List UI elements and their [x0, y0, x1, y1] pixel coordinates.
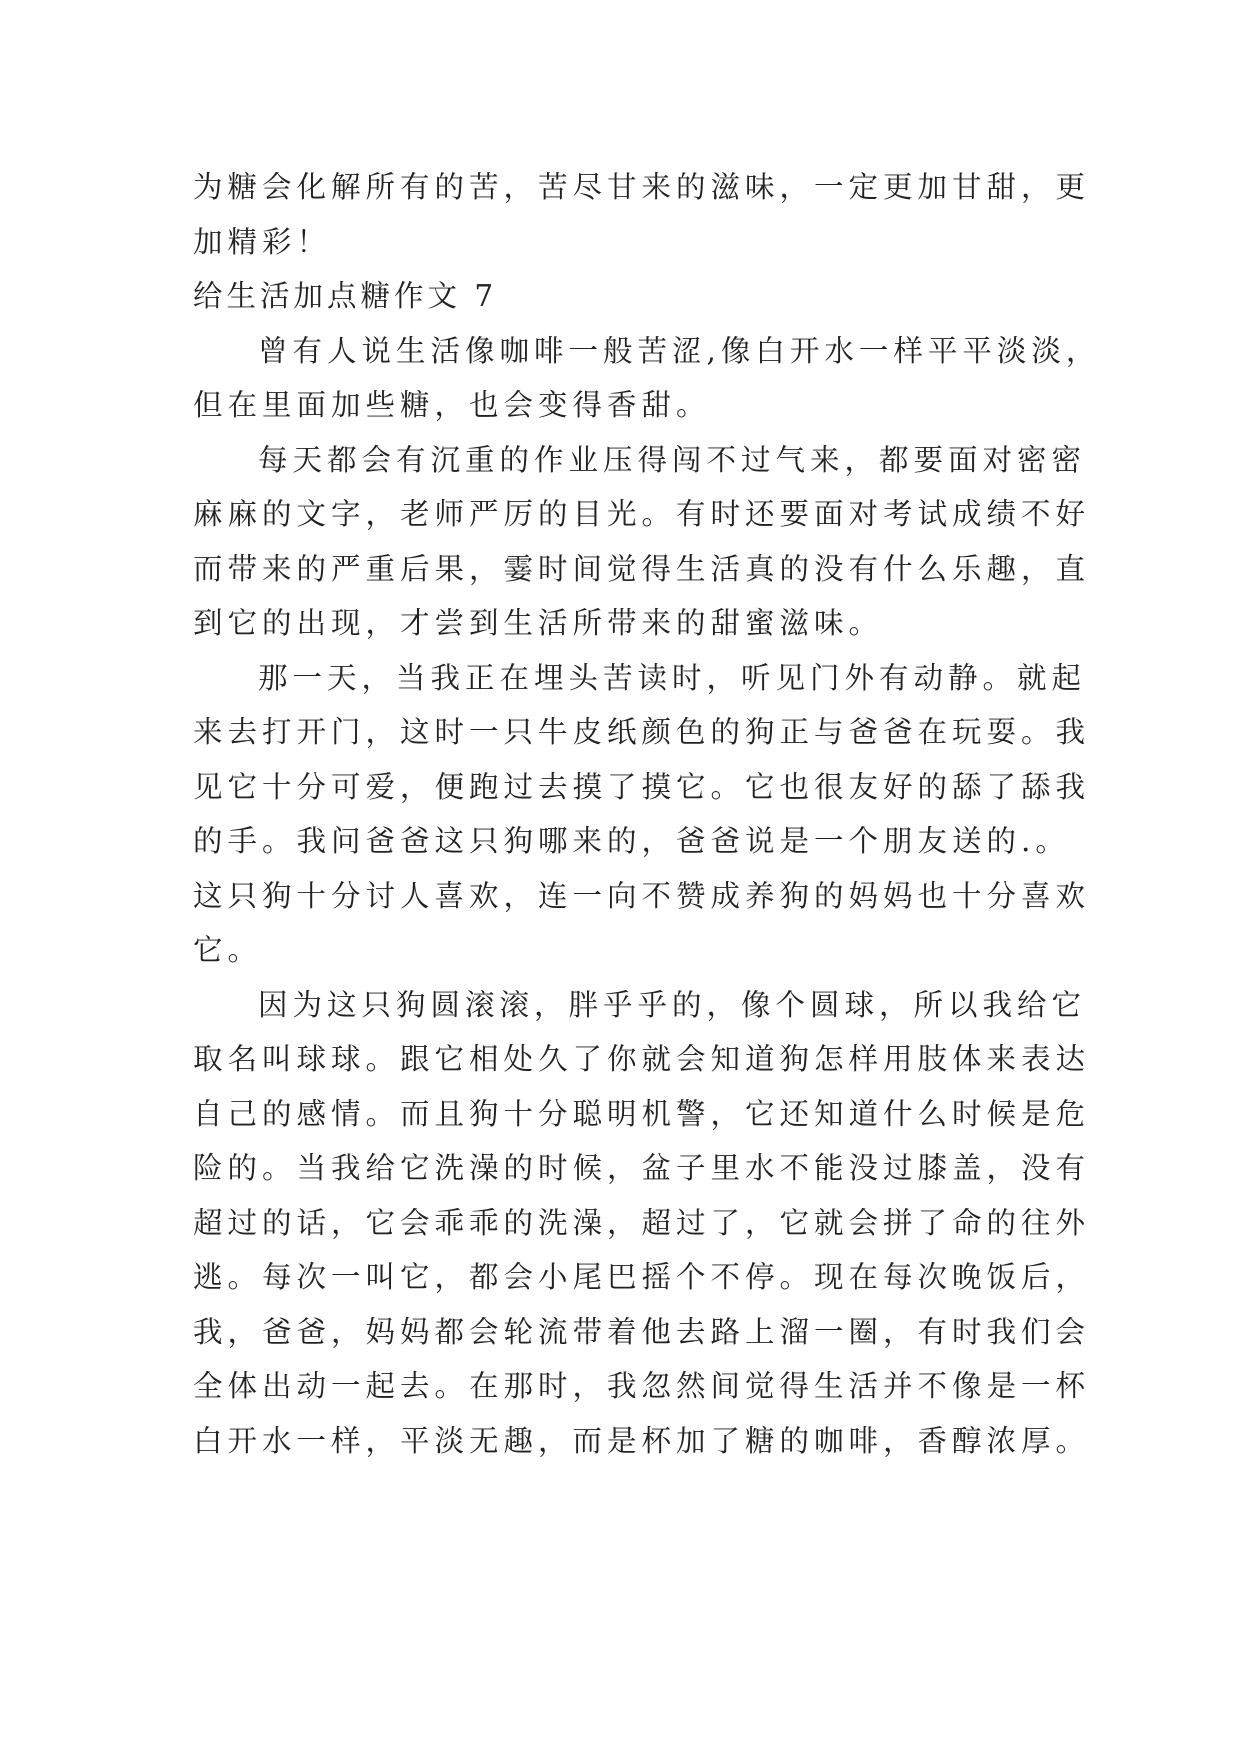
text-line: 险的。当我给它洗澡的时候，盆子里水不能没过膝盖，没有: [193, 1151, 1091, 1185]
paragraph-first-line: 曾有人说生活像咖啡一般苦涩,像白开水一样平平淡淡，: [258, 333, 1101, 368]
text-line: 它。: [193, 933, 263, 967]
text-line: 超过的话，它会乖乖的洗澡，超过了，它就会拼了命的往外: [193, 1205, 1091, 1240]
text-line: 见它十分可爱，便跑过去摸了摸它。它也很友好的舔了舔我: [193, 769, 1091, 804]
text-line: 逃。每次一叫它，都会小尾巴摇个不停。现在每次晚饭后，: [193, 1260, 1091, 1294]
section-title: 给生活加点糖作文 7: [193, 279, 498, 313]
text-line: 加精彩！: [193, 224, 332, 259]
text-line: 取名叫球球。跟它相处久了你就会知道狗怎样用肢体来表达: [193, 1042, 1091, 1076]
paragraph-first-line: 因为这只狗圆滚滚，胖乎乎的，像个圆球，所以我给它: [258, 987, 1087, 1022]
text-line: 我，爸爸，妈妈都会轮流带着他去路上溜一圈，有时我们会: [193, 1314, 1091, 1349]
text-line: 为糖会化解所有的苦，苦尽甘来的滋味，一定更加甘甜，更: [193, 170, 1091, 204]
text-line: 来去打开门，这时一只牛皮纸颜色的狗正与爸爸在玩耍。我: [193, 715, 1091, 749]
text-line: 白开水一样，平淡无趣，而是杯加了糖的咖啡，香醇浓厚。: [193, 1423, 1091, 1458]
text-line: 这只狗十分讨人喜欢，连一向不赞成养狗的妈妈也十分喜欢: [193, 878, 1091, 913]
document-body: [193, 160, 1101, 1468]
text-line: 但在里面加些糖，也会变得香甜。: [193, 388, 711, 422]
paragraph-first-line: 每天都会有沉重的作业压得闯不过气来，都要面对密密: [258, 442, 1087, 477]
text-line: 到它的出现，才尝到生活所带来的甜蜜滋味。: [193, 606, 884, 640]
text-line: 而带来的严重后果，霎时间觉得生活真的没有什么乐趣，直: [193, 551, 1091, 586]
text-line: 自己的感情。而且狗十分聪明机警，它还知道什么时候是危: [193, 1096, 1091, 1131]
text-line: 全体出动一起去。在那时，我忽然间觉得生活并不像是一杯: [193, 1369, 1091, 1403]
text-line: 的手。我问爸爸这只狗哪来的，爸爸说是一个朋友送的.。: [193, 824, 1070, 858]
text-line: 麻麻的文字，老师严厉的目光。有时还要面对考试成绩不好: [193, 497, 1091, 531]
paragraph-first-line: 那一天，当我正在埋头苦读时，听见门外有动静。就起: [258, 660, 1087, 695]
